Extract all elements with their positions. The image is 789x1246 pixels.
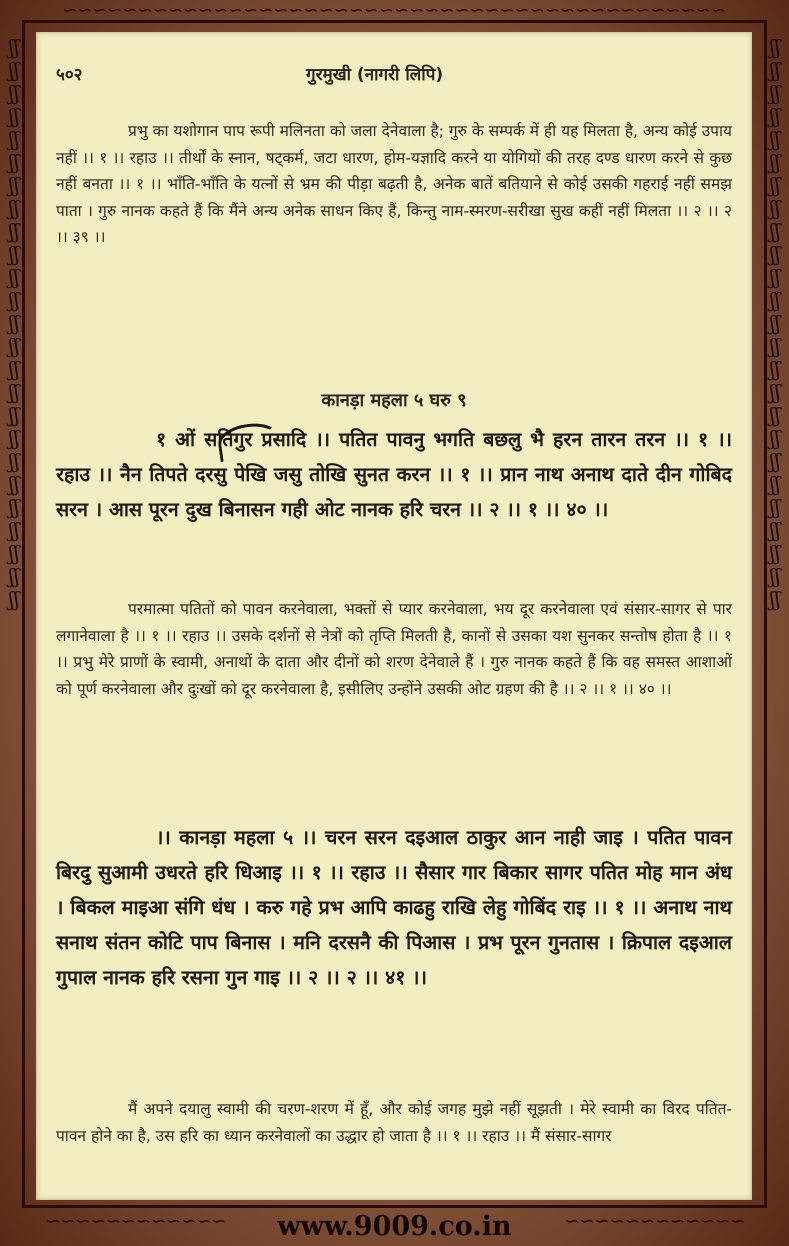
- bottom-right-ornament: ∽∽∽∽∽∽∽∽∽∽∽∽: [564, 1212, 746, 1232]
- commentary-paragraph-2: परमात्मा पतितों को पावन करनेवाला, भक्तों से प्यार करनेवाला, भय दूर करनेवाला एवं संसार-सागर से पार लगानेवाला है ।। १ ।। रहाउ ।। उसके दर्शनों से नेत्रों को तृप्ति मिलती है, कानों से उसका यश सुनकर सन्तोष होता है ।। १ ।। प्रभु मेरे प्राणों के स्वामी, अनाथों के दाता और दीनों को शरण देनेवाले हैं । गुरु नानक कहते हैं कि वह समस्त आशाओं को पूर्ण करनेवाला और दुःखों को दूर करनेवाला है, इसीलिए उन्होंने उसकी ओट ग्रहण की है ।। २ ।। १ ।। ४० ।।: [56, 600, 732, 698]
- shabad-text-1: १ ओं सतिगुर प्रसादि ।। पतित पावनु भगति बछलु भै हरन तारन तरन ।। १ ।। रहाउ ।। नैन तिपते दरसु पेखि जसु तोखि सुनत करन ।। १ ।। प्रान नाथ अनाथ दाते दीन गोबिद सरन । आस पूरन दुख बिनासन गही ओट नानक हरि चरन ।। २ ।। १ ।। ४० ।।: [56, 428, 732, 521]
- book-page: [36, 32, 752, 1200]
- top-ornament: ∽∽∽∽∽∽∽∽∽∽∽∽∽∽∽∽∽∽∽∽∽∽∽∽∽∽∽∽∽∽∽∽∽∽∽∽∽∽∽∽∽∽∽∽: [62, 1, 726, 21]
- commentary-paragraph-1: प्रभु का यशोगान पाप रूपी मलिनता को जला देनेवाला है; गुरु के सम्पर्क में ही यह मिलता है, अन्य कोई उपाय नहीं ।। १ ।। रहाउ ।। तीर्थों के स्नान, षट्कर्म, जटा धारण, होम-यज्ञादि करने या योगियों की तरह दण्ड धारण करने से कुछ नहीं बनता ।। १ ।। भाँति-भाँति के यत्नों से भ्रम की पीड़ा बढ़ती है, अनेक बातें बतियाने से कोई उसकी गहराई नहीं समझ पाता । गुरु नानक कहते हैं कि मैंने अन्य अनेक साधन किए हैं, किन्तु नाम-स्मरण-सरीखा सुख कहीं नहीं मिलता ।। २ ।। २ ।। ३९ ।।: [56, 122, 732, 246]
- running-title: गुरमुखी (नागरी लिपि): [306, 65, 444, 85]
- commentary-paragraph-3: मैं अपने दयालु स्वामी की चरण-शरण में हूँ, और कोई जगह मुझे नहीं सूझती । मेरे स्वामी का विरद पतित-पावन होने का है, उस हरि का ध्यान करनेवालों का उद्धार हो जाता है ।। १ ।। रहाउ ।। मैं संसार-सागर: [56, 1100, 732, 1145]
- left-ornament: ʃʃʃʃʃʃʃʃʃʃʃʃʃʃʃʃʃʃʃʃʃʃʃʃʃʃʃʃʃʃʃʃʃʃʃʃʃʃʃʃʃʃʃʃʃʃʃʃʃʃ: [8, 36, 20, 611]
- website-footer: www.9009.co.in: [277, 1211, 512, 1242]
- right-ornament: ʃʃʃʃʃʃʃʃʃʃʃʃʃʃʃʃʃʃʃʃʃʃʃʃʃʃʃʃʃʃʃʃʃʃʃʃʃʃʃʃʃʃʃʃʃʃʃʃʃʃ: [769, 36, 781, 611]
- shabad-text-2: ।। कानड़ा महला ५ ।। चरन सरन दइआल ठाकुर आन नाही जाइ । पतित पावन बिरदु सुआमी उधरते हरि धिआइ ।। १ ।। रहाउ ।। सैसार गार बिकार सागर पतित मोह मान अंध । बिकल माइआ संगि धंध । करु गहे प्रभ आपि काढहु राखि लेहु गोबिंद राइ ।। १ ।। अनाथ नाथ सनाथ संतन कोटि पाप बिनास । मनि दरसनै की पिआस । प्रभ पूरन गुनतास । क्रिपाल दइआल गुपाल नानक हरि रसना गुन गाइ ।। २ ।। २ ।। ४१ ।।: [56, 826, 732, 989]
- bottom-left-ornament: ∽∽∽∽∽∽∽∽∽∽∽∽: [45, 1212, 227, 1232]
- section-heading: कानड़ा महला ५ घरु ९: [321, 390, 467, 411]
- page-header: [56, 62, 732, 86]
- page-number: ५०२: [56, 65, 83, 85]
